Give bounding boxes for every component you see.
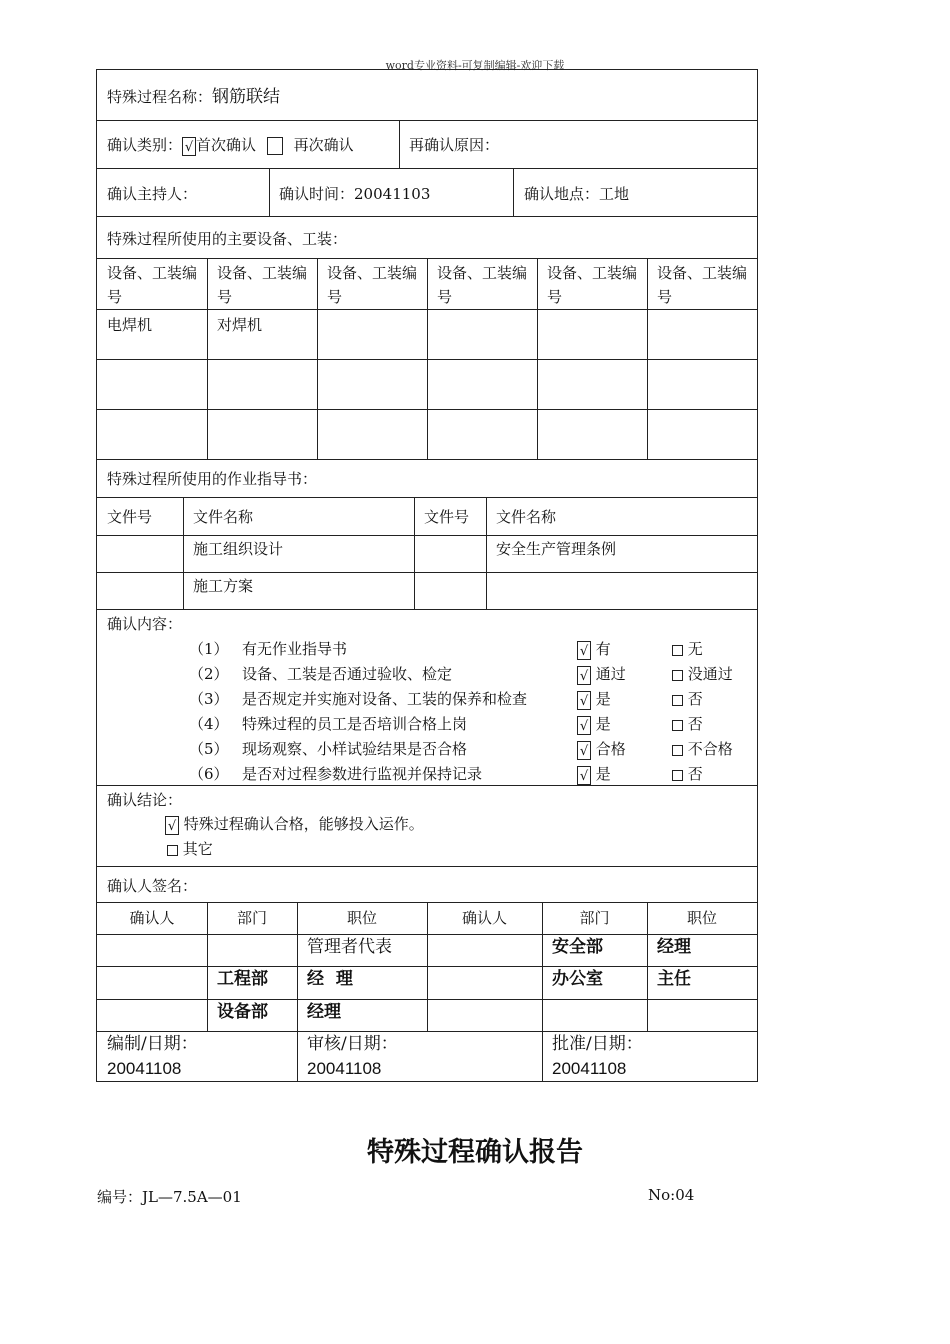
yes-label: 通过: [595, 665, 626, 683]
content-item-num: （1）: [189, 640, 229, 658]
confirmation-form: [96, 69, 758, 1082]
other-checkbox[interactable]: [167, 845, 178, 856]
no-checkbox[interactable]: [672, 720, 683, 731]
process-name-label: 特殊过程名称：: [107, 88, 213, 106]
sig-position: 管理者代表: [307, 937, 392, 957]
no-label: 没通过: [687, 665, 733, 683]
content-item-text: 特殊过程的员工是否培训合格上岗: [242, 715, 468, 733]
conclusion-option-other: [167, 839, 213, 859]
document-number: 编号：JL—7.5A—01: [97, 1188, 242, 1206]
pass-label: 特殊过程确认合格，能够投入运作。: [183, 815, 424, 833]
no-label: 无: [687, 640, 703, 658]
equipment-cell: 对焊机: [217, 316, 263, 334]
confirm-time-value: 20041103: [354, 185, 431, 203]
content-item-yes: [577, 639, 611, 660]
host-label: 确认主持人：: [107, 185, 198, 203]
sig-header: 确认人: [129, 909, 175, 927]
no-checkbox[interactable]: [672, 695, 683, 706]
approve-date-label: 批准/日期：: [552, 1034, 643, 1054]
sig-department: 设备部: [217, 1002, 268, 1022]
review-date-label: 审核/日期：: [307, 1034, 398, 1054]
content-item-yes: [577, 764, 611, 785]
yes-checkbox[interactable]: √: [577, 666, 591, 685]
approve-date-value: 20041108: [552, 1059, 627, 1078]
yes-checkbox[interactable]: √: [577, 691, 591, 710]
yes-checkbox[interactable]: √: [577, 741, 591, 760]
yes-checkbox[interactable]: √: [577, 641, 591, 660]
no-label: 否: [687, 765, 703, 783]
sig-position: 经理: [657, 937, 691, 957]
no-checkbox[interactable]: [672, 670, 683, 681]
equipment-col-header: 设备、工装编号: [657, 264, 748, 306]
first-confirm-checkbox[interactable]: √: [182, 137, 196, 156]
content-label: 确认内容：: [107, 615, 183, 633]
sig-department: 安全部: [552, 937, 603, 957]
confirm-type-row: [107, 135, 354, 156]
pass-checkbox[interactable]: √: [165, 816, 179, 835]
content-item-no: [672, 689, 703, 709]
confirm-time-label: 确认时间：: [279, 185, 355, 203]
header-note: word专业资料-可复制编辑-欢迎下载: [385, 59, 565, 72]
no-checkbox[interactable]: [672, 645, 683, 656]
yes-checkbox[interactable]: √: [577, 716, 591, 735]
yes-label: 合格: [595, 740, 626, 758]
document-title: 特殊过程确认报告: [367, 1137, 583, 1168]
sig-position: 经 理: [307, 969, 353, 989]
no-checkbox[interactable]: [672, 745, 683, 756]
content-item-num: （3）: [189, 690, 229, 708]
instructions-header-doc-no: 文件号: [424, 508, 470, 526]
compile-date-label: 编制/日期：: [107, 1034, 198, 1054]
confirm-time: [279, 184, 430, 204]
instruction-doc-name: 安全生产管理条例: [496, 540, 617, 558]
sig-position: 主任: [657, 969, 691, 989]
content-item-no: [672, 664, 733, 684]
content-item-no: [672, 764, 703, 784]
equipment-section-label: 特殊过程所使用的主要设备、工装：: [107, 230, 348, 248]
content-item-num: （4）: [189, 715, 229, 733]
content-item-num: （5）: [189, 740, 229, 758]
reason-label: 再确认原因：: [409, 136, 500, 154]
yes-checkbox[interactable]: √: [577, 766, 591, 785]
sig-header: 确认人: [461, 909, 507, 927]
instruction-doc-name: 施工组织设计: [193, 540, 284, 558]
content-item-num: （2）: [189, 665, 229, 683]
sig-header: 职位: [346, 909, 377, 927]
no-label: 否: [687, 715, 703, 733]
content-item-text: 有无作业指导书: [242, 640, 348, 658]
content-item-yes: [577, 714, 611, 735]
sig-department: 工程部: [217, 969, 268, 989]
sig-header: 部门: [579, 909, 610, 927]
confirm-place: [524, 184, 629, 204]
conclusion-label: 确认结论：: [107, 791, 183, 809]
content-item-yes: [577, 739, 626, 760]
process-name-row: [107, 87, 280, 107]
again-confirm-label: 再次确认: [293, 136, 354, 154]
yes-label: 是: [595, 765, 611, 783]
content-item-yes: [577, 664, 626, 685]
equipment-col-header: 设备、工装编号: [327, 264, 418, 306]
no-label: 不合格: [687, 740, 733, 758]
content-item-text: 是否规定并实施对设备、工装的保养和检查: [242, 690, 528, 708]
no-checkbox[interactable]: [672, 770, 683, 781]
confirm-type-label: 确认类别：: [107, 136, 183, 154]
instruction-doc-name: 施工方案: [193, 577, 254, 595]
instructions-header-doc-no: 文件号: [107, 508, 153, 526]
sig-department: 办公室: [552, 969, 603, 989]
sig-header: 部门: [236, 909, 267, 927]
content-item-num: （6）: [189, 765, 229, 783]
sig-header: 职位: [686, 909, 717, 927]
other-label: 其它: [182, 840, 213, 858]
yes-label: 是: [595, 690, 611, 708]
content-item-text: 现场观察、小样试验结果是否合格: [242, 740, 468, 758]
process-name-value: 钢筋联结: [212, 87, 281, 107]
review-date-value: 20041108: [307, 1059, 382, 1078]
content-item-no: [672, 739, 733, 759]
confirm-place-label: 确认地点：: [524, 185, 600, 203]
content-item-text: 设备、工装是否通过验收、检定: [242, 665, 453, 683]
instructions-section-label: 特殊过程所使用的作业指导书：: [107, 470, 318, 488]
page-number: No:04: [648, 1186, 695, 1204]
confirm-place-value: 工地: [599, 185, 630, 203]
sig-position: 经理: [307, 1002, 341, 1022]
again-confirm-checkbox[interactable]: [267, 137, 283, 155]
yes-label: 是: [595, 715, 611, 733]
equipment-cell: 电焊机: [107, 316, 153, 334]
yes-label: 有: [595, 640, 611, 658]
instructions-header-doc-name: 文件名称: [496, 508, 557, 526]
content-item-text: 是否对过程参数进行监视并保持记录: [242, 765, 483, 783]
content-item-yes: [577, 689, 611, 710]
no-label: 否: [687, 690, 703, 708]
equipment-col-header: 设备、工装编号: [217, 264, 308, 306]
first-confirm-label: 首次确认: [196, 136, 257, 154]
content-item-no: [672, 639, 703, 659]
signatures-label: 确认人签名：: [107, 877, 198, 895]
conclusion-option-pass: [165, 814, 424, 835]
equipment-col-header: 设备、工装编号: [107, 264, 198, 306]
equipment-col-header: 设备、工装编号: [547, 264, 638, 306]
equipment-col-header: 设备、工装编号: [437, 264, 528, 306]
content-item-no: [672, 714, 703, 734]
compile-date-value: 20041108: [107, 1059, 182, 1078]
instructions-header-doc-name: 文件名称: [193, 508, 254, 526]
